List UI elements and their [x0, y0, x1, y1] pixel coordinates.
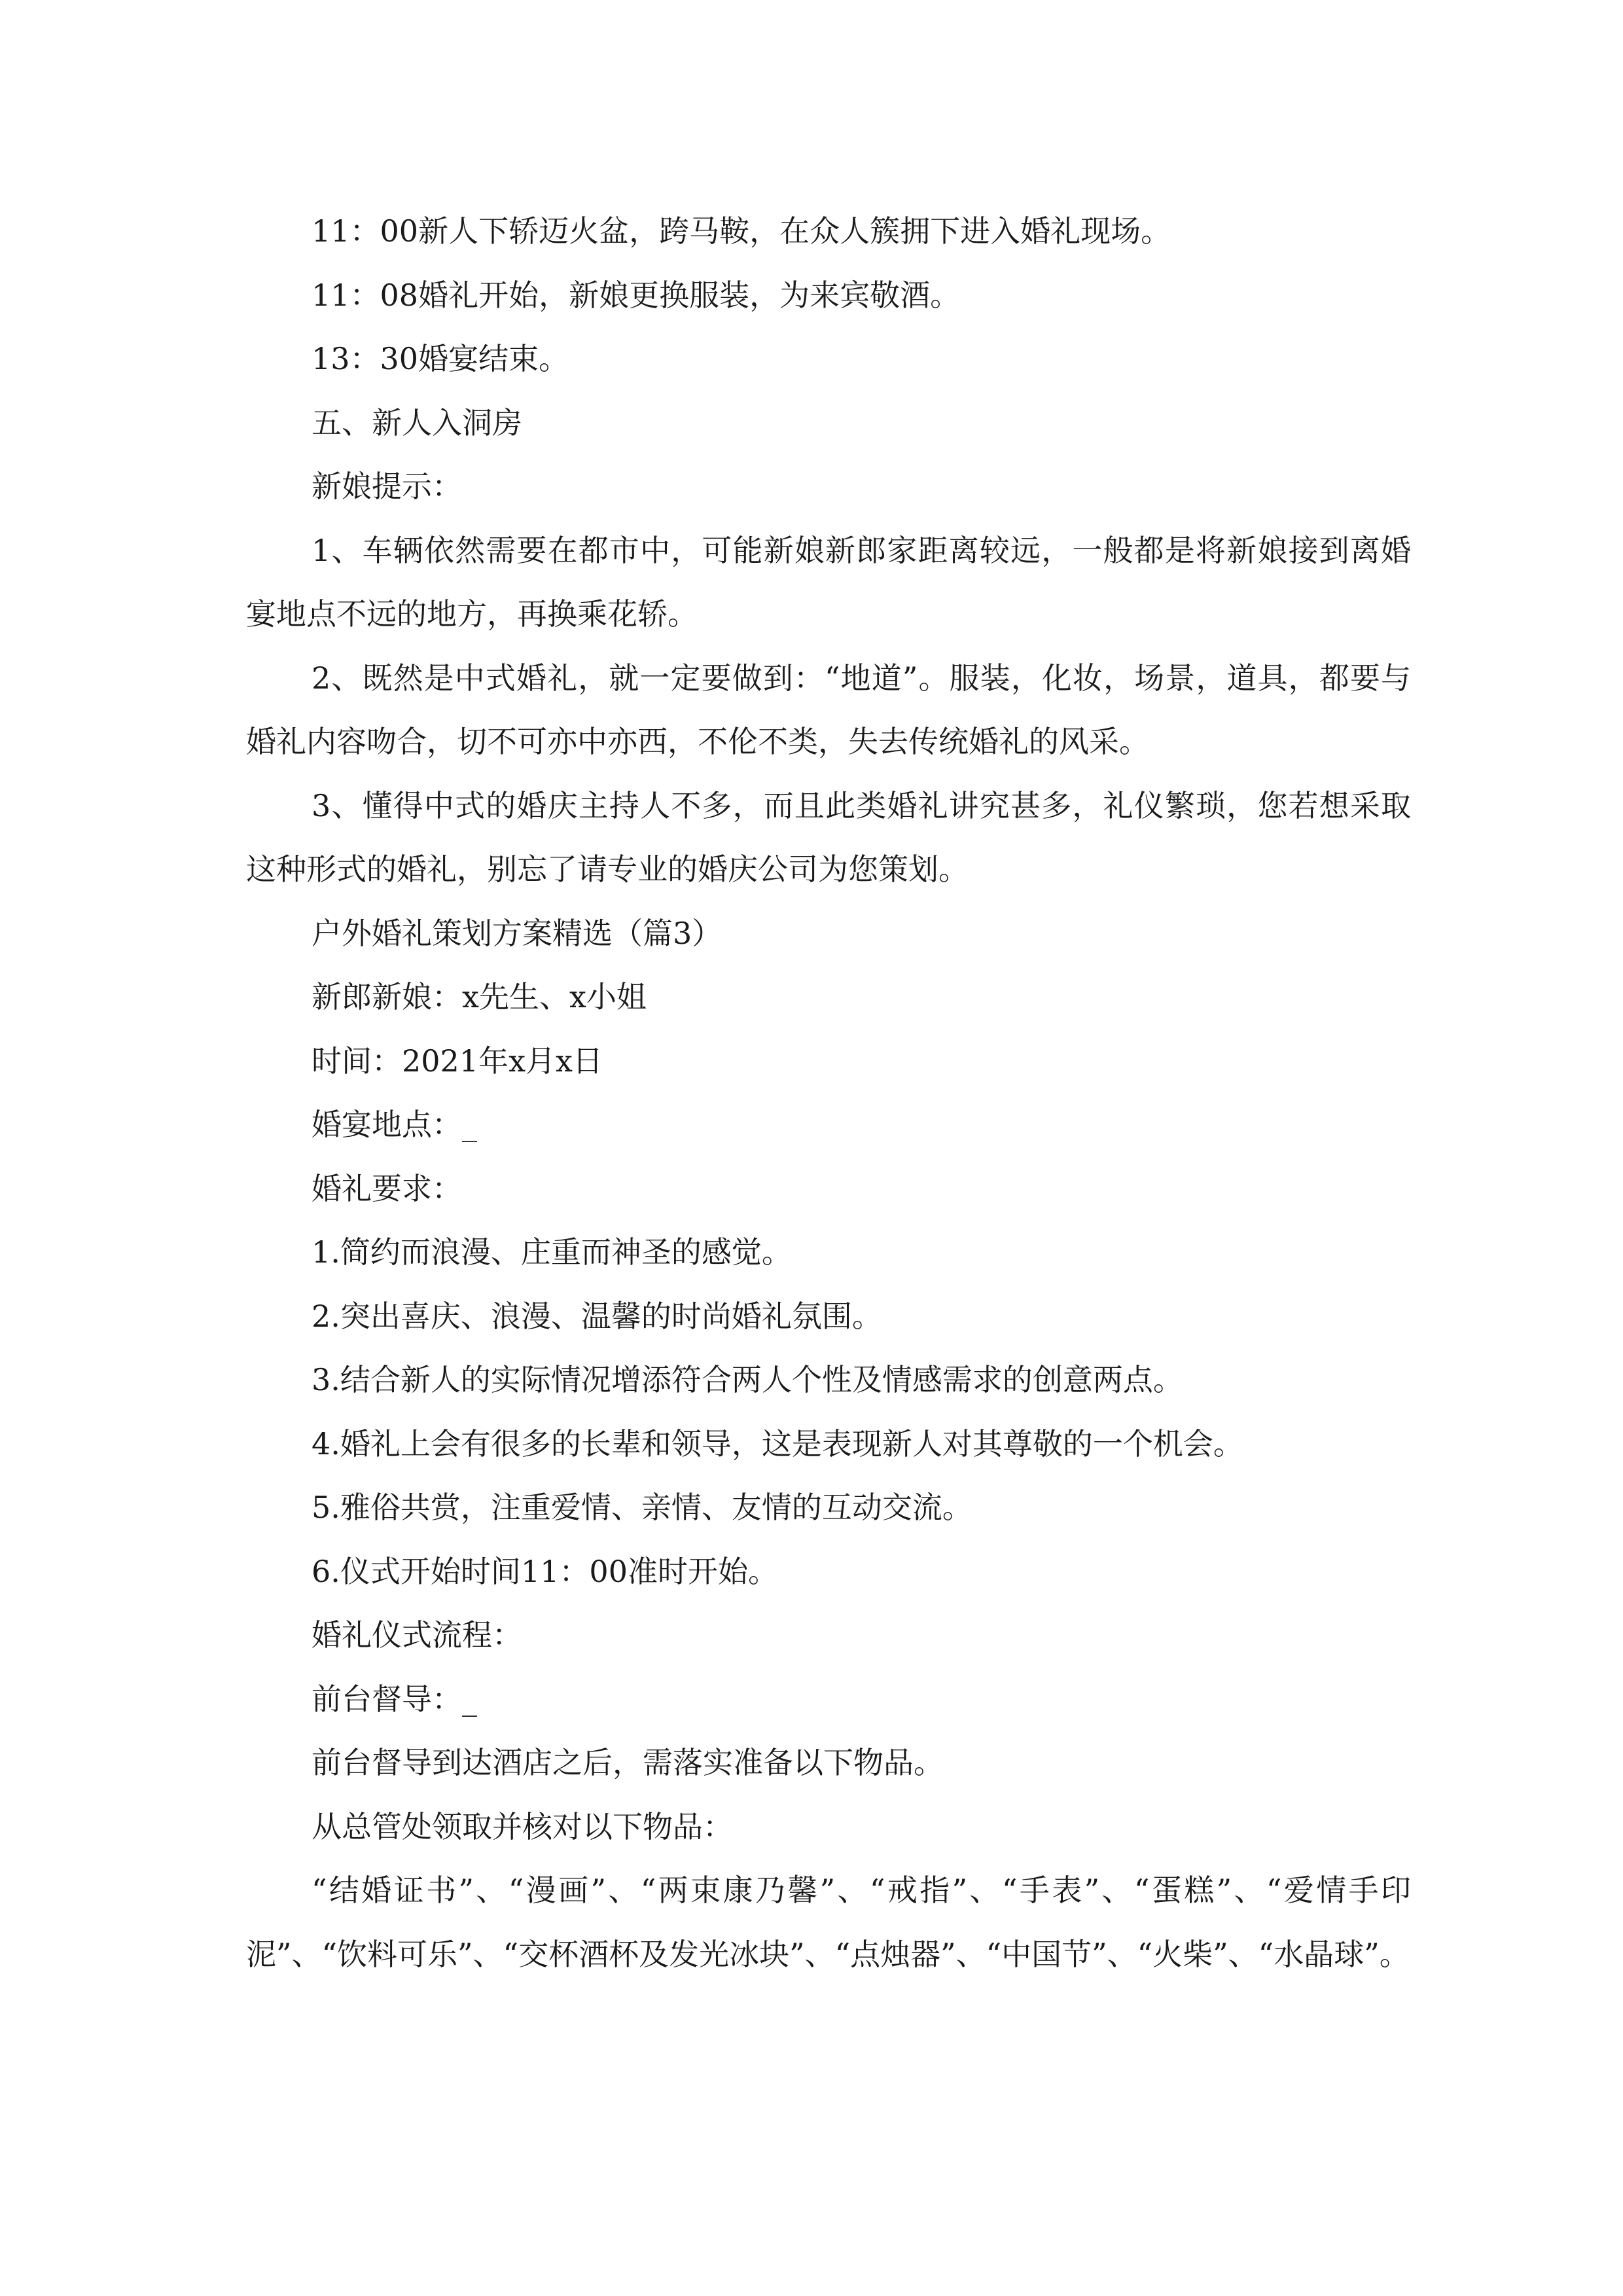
paragraph-schedule-1108: 11：08婚礼开始，新娘更换服装，为来宾敬酒。 [312, 277, 961, 313]
ceremony-flow-heading: 婚礼仪式流程： [312, 1617, 522, 1653]
requirement-5: 5.雅俗共赏，注重爱情、亲情、友情的互动交流。 [312, 1490, 972, 1525]
items-collection-heading: 从总管处领取并核对以下物品： [312, 1808, 733, 1844]
wedding-date: 时间：2021年x月x日 [312, 1043, 603, 1079]
requirement-4: 4.婚礼上会有很多的长辈和领导，这是表现新人对其尊敬的一个机会。 [312, 1426, 1243, 1462]
front-desk-supervisor: 前台督导：_ [312, 1681, 477, 1717]
bride-tip-2: 2、既然是中式婚礼，就一定要做到：“地道”。服装，化妆，场景，道具，都要与婚礼内容吻合，切不可亦中亦西，不伦不类，失去传统婚礼的风采。 [246, 660, 1411, 759]
banquet-location: 婚宴地点：_ [312, 1107, 477, 1142]
bride-tip-1: 1、车辆依然需要在都市中，可能新娘新郎家距离较远，一般都是将新娘接到离婚宴地点不远的地方，再换乘花轿。 [246, 532, 1411, 632]
document-body [246, 200, 1411, 1986]
requirement-6: 6.仪式开始时间11：00准时开始。 [312, 1553, 778, 1589]
items-list: “结婚证书”、“漫画”、“两束康乃馨”、“戒指”、“手表”、“蛋糕”、“爱情手印泥”、“饮料可乐”、“交杯酒杯及发光冰块”、“点烛器”、“中国节”、“火柴”、“水晶球”。 [246, 1873, 1411, 1972]
paragraph-schedule-1330: 13：30婚宴结束。 [312, 341, 569, 376]
bride-tip-3: 3、懂得中式的婚庆主持人不多，而且此类婚礼讲究甚多，礼仪繁琐，您若想采取这种形式的婚礼，别忘了请专业的婚庆公司为您策划。 [246, 787, 1411, 887]
requirement-1: 1.简约而浪漫、庄重而神圣的感觉。 [312, 1234, 792, 1270]
supervisor-instructions: 前台督导到达酒店之后，需落实准备以下物品。 [312, 1745, 944, 1780]
couple-names: 新郎新娘：x先生、x小姐 [312, 979, 647, 1014]
bride-tips-heading: 新娘提示： [312, 469, 462, 504]
requirement-3: 3.结合新人的实际情况增添符合两人个性及情感需求的创意两点。 [312, 1362, 1183, 1397]
requirements-heading: 婚礼要求： [312, 1170, 462, 1206]
section-heading-5: 五、新人入洞房 [312, 404, 522, 440]
article-title-part-3: 户外婚礼策划方案精选（篇3） [312, 915, 722, 951]
requirement-2: 2.突出喜庆、浪漫、温馨的时尚婚礼氛围。 [312, 1298, 882, 1334]
paragraph-schedule-1100: 11：00新人下轿迈火盆，跨马鞍，在众人簇拥下进入婚礼现场。 [312, 213, 1171, 249]
